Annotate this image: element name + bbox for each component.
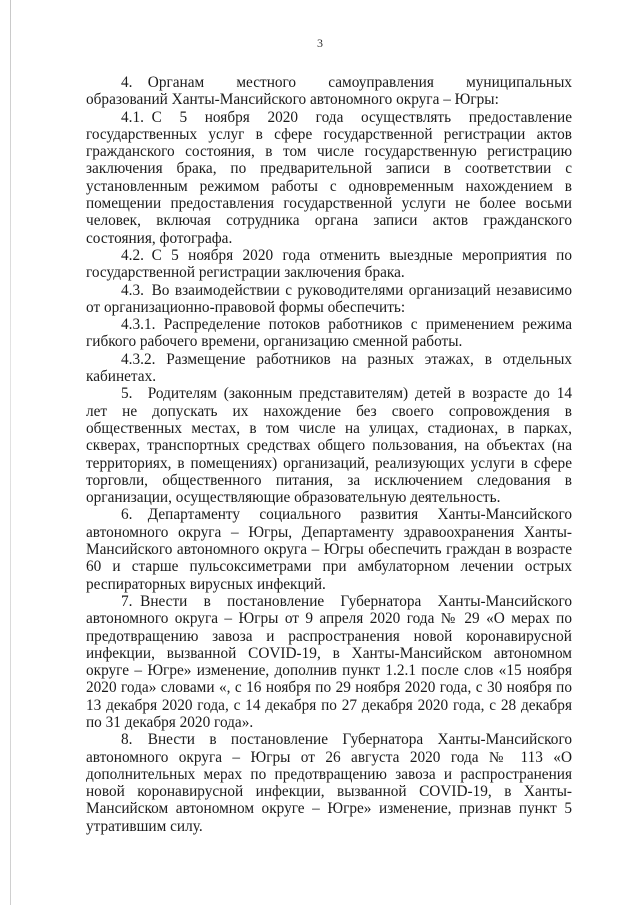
document-body bbox=[86, 74, 572, 835]
paragraph-4-3: 4.3. Во взаимодействии с руководителями организаций независимо от организационно-правовой формы обеспечить: bbox=[86, 281, 572, 316]
paragraph-6: 6. Департаменту социального развития Ханты-Мансийского автономного округа – Югры, Департаменту здравоохранения Ханты-Мансийского автономного округа – Югры обеспечить граждан в возрасте 60 и старше пульсоксиметрами при амбулаторном лечении острых респираторных вирусных инфекций. bbox=[86, 506, 572, 593]
paragraph-4-3-2: 4.3.2. Размещение работников на разных этажах, в отдельных кабинетах. bbox=[86, 350, 572, 386]
paragraph-4-3-1: 4.3.1. Распределение потоков работников с применением режима гибкого рабочего времени, организацию сменной работы. bbox=[86, 316, 572, 351]
paragraph-4-1: 4.1. С 5 ноября 2020 года осуществлять предоставление государственных услуг в сфере государственной регистрации актов гражданского состояния, в том числе государственную регистрацию заключения брака, по предварительной записи в соответствии с установленным режимом работы с одновременным нахождением в помещении предоставления государственной услуги не более восьми человек, включая сотрудника органа записи актов гражданского состояния, фотографа. bbox=[86, 108, 572, 247]
paragraph-4: 4. Органам местного самоуправления муниципальных образований Ханты-Мансийского автономного округа – Югры: bbox=[86, 74, 572, 109]
paragraph-8: 8. Внести в постановление Губернатора Ханты-Мансийского автономного округа – Югры от 26 августа 2020 года № 113 «О дополнительных мерах по предотвращению завоза и распространения новой коронавирусной инфекции, вызванной COVID-19, в Ханты-Мансийском автономном округе – Югре» изменение, признав пункт 5 утратившим силу. bbox=[86, 731, 572, 835]
paragraph-5: 5. Родителям (законным представителям) детей в возрасте до 14 лет не допускать их нахождение без своего сопровождения в общественных местах, в том числе на улицах, стадионах, в парках, скверах, транспортных средствах общего пользования, на объектах (на территориях, в помещениях) организаций, реализующих услуги в сфере торговли, общественного питания, за исключением следования в организации, осуществляющие образовательную деятельность. bbox=[86, 385, 572, 507]
paragraph-7: 7. Внести в постановление Губернатора Ханты-Мансийского автономного округа – Югры от 9 апреля 2020 года № 29 «О мерах по предотвращению завоза и распространения новой коронавирусной инфекции, вызванной COVID-19, в Ханты-Мансийском автономном округе – Югре» изменение, дополнив пункт 1.2.1 после слов «15 ноября 2020 года» словами «, с 16 ноября по 29 ноября 2020 года, с 30 ноября по 13 декабря 2020 года, с 14 декабря по 27 декабря 2020 года, с 28 декабря по 31 декабря 2020 года». bbox=[86, 592, 572, 731]
page-number: 3 bbox=[317, 36, 323, 50]
scan-edge-line bbox=[10, 0, 11, 905]
paragraph-4-2: 4.2. С 5 ноября 2020 года отменить выездные мероприятия по государственной регистрации заключения брака. bbox=[86, 246, 572, 282]
